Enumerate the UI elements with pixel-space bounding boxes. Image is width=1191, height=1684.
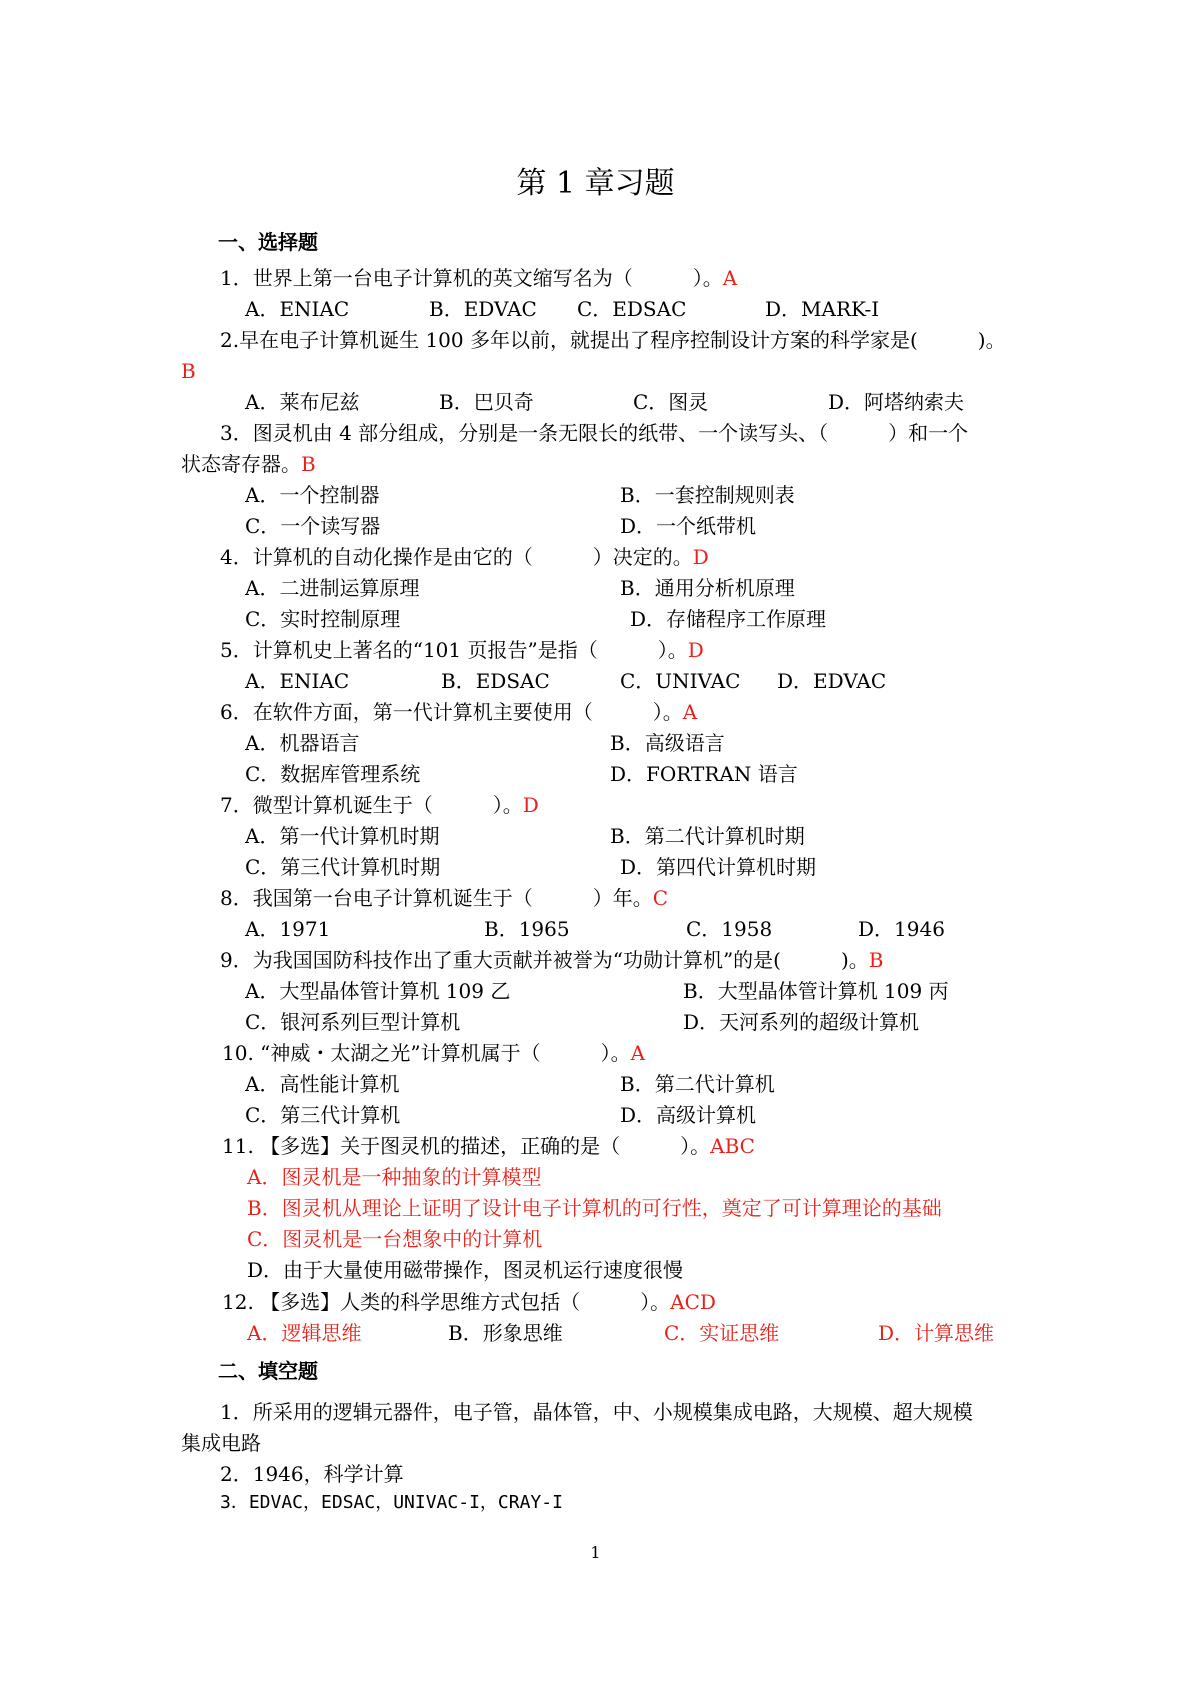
option: C．一个读写器 [245,514,381,538]
option: B．大型晶体管计算机 109 丙 [683,979,949,1003]
option: A．机器语言 [245,731,360,755]
fill-answer-1: 1．所采用的逻辑元器件，电子管，晶体管，中、小规模集成电路，大规模、超大规模 [220,1400,973,1424]
answer: A [722,266,738,290]
fill-answer-2: 2．1946，科学计算 [220,1462,404,1486]
option: D．高级计算机 [620,1103,757,1127]
option: C．UNIVAC [620,669,741,693]
option: D．FORTRAN 语言 [610,762,798,786]
option: A．ENIAC [245,297,350,321]
answer: B [181,359,196,383]
answer: B [301,452,316,476]
option-correct: B．图灵机从理论上证明了设计电子计算机的可行性，奠定了可计算理论的基础 [247,1196,942,1220]
option: D．阿塔纳索夫 [828,390,965,414]
option: C．数据库管理系统 [245,762,421,786]
option: A．莱布尼兹 [245,390,360,414]
option: C．银河系列巨型计算机 [245,1010,461,1034]
option: A．ENIAC [245,669,350,693]
option: B．EDSAC [441,669,550,693]
option: D．第四代计算机时期 [620,855,817,879]
question-stem: 4．计算机的自动化操作是由它的（ ）决定的。 [220,545,693,569]
answer: A [630,1041,646,1065]
option: A．大型晶体管计算机 109 乙 [245,979,511,1003]
option: C．1958 [686,917,773,941]
question-stem: 11. 【多选】关于图灵机的描述，正确的是（ ）。 [222,1134,711,1158]
option-correct: D．计算思维 [878,1321,995,1345]
option: C．第三代计算机 [245,1103,401,1127]
option: D．1946 [858,917,945,941]
question-3-cont [181,449,316,479]
question-5 [220,635,704,665]
fill-answer-1-cont: 集成电路 [181,1431,261,1455]
option: D．存储程序工作原理 [630,607,827,631]
answer: D [687,638,704,662]
answer: B [868,948,884,972]
option-correct: A．逻辑思维 [247,1321,362,1345]
option: C．第三代计算机时期 [245,855,441,879]
answer: C [652,886,669,910]
question-4 [220,542,709,572]
option: B．EDVAC [429,297,537,321]
answer: D [692,545,709,569]
option: C．实时控制原理 [245,607,401,631]
question-stem: 10. “神威・太湖之光”计算机属于（ ）。 [222,1041,631,1065]
option: A．二进制运算原理 [245,576,420,600]
option-correct: C．实证思维 [664,1321,780,1345]
question-stem: 6．在软件方面，第一代计算机主要使用（ ）。 [220,700,683,724]
option: D．EDVAC [777,669,887,693]
option: D．天河系列的超级计算机 [683,1010,920,1034]
option-correct: A．图灵机是一种抽象的计算模型 [247,1165,542,1189]
fill-answer-3: 3．EDVAC，EDSAC，UNIVAC-I，CRAY-I [220,1492,563,1513]
question-stem: 状态寄存器。 [181,452,301,476]
option: A．1971 [245,917,331,941]
answer: D [522,793,539,817]
question-stem: 7．微型计算机诞生于（ ）。 [220,793,523,817]
question-2: 2.早在电子计算机诞生 100 多年以前，就提出了程序控制设计方案的科学家是( )。 [220,328,1006,352]
page-number: 1 [590,1543,601,1562]
option: B．一套控制规则表 [620,483,795,507]
answer: ACD [670,1290,716,1314]
question-7 [220,790,539,820]
option: C．图灵 [633,390,709,414]
question-11 [222,1131,755,1161]
question-stem: 12. 【多选】人类的科学思维方式包括（ ）。 [222,1290,671,1314]
option: B．通用分析机原理 [620,576,795,600]
option: D．由于大量使用磁带操作，图灵机运行速度很慢 [247,1258,684,1282]
option: B．第二代计算机时期 [610,824,805,848]
question-stem: 9．为我国国防科技作出了重大贡献并被誉为“功勋计算机”的是( )。 [220,948,869,972]
question-1 [220,263,737,293]
option: D．MARK-I [765,297,880,321]
option-correct: C．图灵机是一台想象中的计算机 [247,1227,543,1251]
question-9 [220,945,883,975]
option: A．第一代计算机时期 [245,824,440,848]
section-heading-fill: 二、填空题 [218,1359,318,1383]
section-heading-choice: 一、选择题 [218,230,318,254]
answer: ABC [710,1134,755,1158]
question-10 [222,1038,645,1068]
option: B．1965 [484,917,570,941]
question-stem: 5．计算机史上著名的“101 页报告”是指（ ）。 [220,638,688,662]
answer: A [682,700,698,724]
option: B．第二代计算机 [620,1072,775,1096]
option: A．高性能计算机 [245,1072,400,1096]
question-12 [222,1287,716,1317]
question-3: 3．图灵机由 4 部分组成，分别是一条无限长的纸带、一个读写头、（ ）和一个 [220,421,969,445]
option: B．高级语言 [610,731,725,755]
question-stem: 8．我国第一台电子计算机诞生于（ ）年。 [220,886,653,910]
option: B．巴贝奇 [439,390,534,414]
question-stem: 1．世界上第一台电子计算机的英文缩写名为（ ）。 [220,266,723,290]
option: D．一个纸带机 [620,514,757,538]
question-8 [220,883,668,913]
option: B．形象思维 [448,1321,563,1345]
option: C．EDSAC [577,297,687,321]
question-6 [220,697,697,727]
page-title: 第 1 章习题 [516,166,675,201]
option: A．一个控制器 [245,483,380,507]
